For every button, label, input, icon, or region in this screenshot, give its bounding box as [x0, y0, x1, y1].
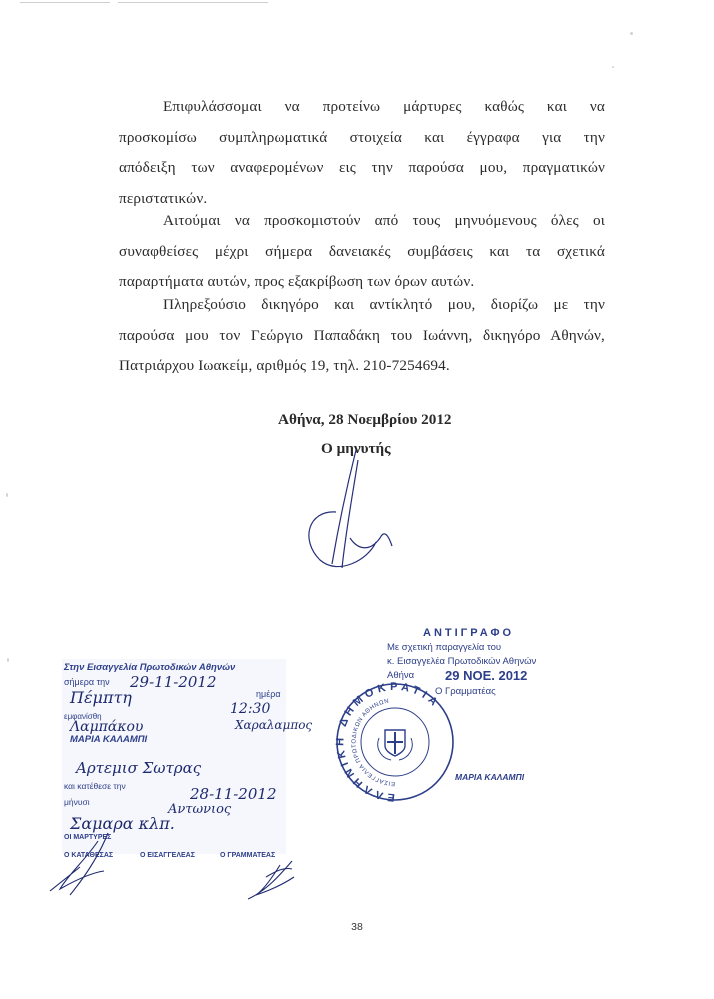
handwritten-name: Αντωνιος	[168, 802, 232, 817]
handwritten-date: 29-11-2012	[130, 673, 217, 691]
paragraph-reservation: Επιφυλάσσομαι να προτείνω μάρτυρες καθώς και να προσκομίσω συμπληρωματικά στοιχεία και έγγραφα για την απόδειξη των αναφερομένων εις την παρούσα μου, πραγματικών περιστατικών.	[119, 98, 605, 207]
scan-speck	[630, 32, 633, 35]
stamp-line: ΟΙ ΜΑΡΤΥΡΕΣ	[64, 834, 112, 841]
copy-stamp	[335, 622, 555, 812]
seal-ring-text: ΕΛΛΗΝΙΚΗ ΔΗΜΟΚΡΑΤΙΑ	[334, 680, 443, 804]
copy-line: Ο Γραμματέας	[435, 686, 496, 697]
stamp-signature	[248, 861, 294, 899]
seal-inner-text: ΕΙΣΑΓΓΕΛΙΑ ΠΡΩΤΟΔΙΚΩΝ ΑΘΗΝΩΝ	[351, 698, 396, 787]
scan-edge-line	[118, 2, 268, 3]
copy-date: 29 ΝΟΕ. 2012	[445, 668, 528, 683]
scan-speck	[6, 493, 8, 497]
copy-name: ΜΑΡΙΑ ΚΑΛΑΜΠΙ	[455, 772, 525, 782]
scan-speck	[612, 66, 614, 68]
stamp-line: μήνυσι	[64, 797, 90, 807]
stamp-line: ημέρα	[256, 689, 281, 699]
handwritten-time: 12:30	[230, 701, 271, 717]
stamp-line: ΜΑΡΙΑ ΚΑΛΑΜΠΙ	[70, 734, 148, 745]
scan-edge-line	[20, 2, 110, 3]
handwritten-name: Σαμαρα κλπ.	[70, 814, 175, 833]
copy-title: ΑΝΤΙΓΡΑΦΟ	[423, 627, 515, 639]
coat-of-arms-icon	[378, 730, 413, 760]
handwritten-day: Πέμπτη	[70, 688, 132, 707]
paragraph-attorney: Πληρεξούσιο δικηγόρο και αντίκλητό μου, διορίζω με την παρούσα μου τον Γεώργιο Παπαδάκη του Ιωάννη, δικηγόρο Αθηνών, Πατριάρχου Ιωακείμ, αριθμός 19, τηλ. 210-7254694.	[119, 296, 605, 374]
stamp-line: Ο ΕΙΣΑΓΓΕΛΕΑΣ	[140, 852, 195, 859]
handwritten-item: Αρτεμισ Σωτρας	[76, 759, 202, 777]
stamp-line: εμφανίσθη	[64, 712, 102, 721]
scan-speck	[7, 658, 9, 662]
handwritten-date: 28-11-2012	[190, 785, 277, 803]
stamp-line: Ο ΓΡΑΜΜΑΤΕΑΣ	[220, 852, 276, 859]
submission-stamp	[30, 655, 313, 900]
stamp-line: Ο ΚΑΤΑΘΕΣΑΣ	[64, 852, 114, 859]
stamp-line: και κατέθεσε την	[64, 781, 126, 791]
copy-line: Αθήνα	[387, 670, 415, 681]
handwritten-name: Χαραλαμπος	[235, 718, 313, 732]
page-number: 38	[351, 921, 363, 933]
place-date: Αθήνα, 28 Νοεμβρίου 2012	[278, 411, 452, 428]
stamp-line: Στην Εισαγγελία Πρωτοδικών Αθηνών	[64, 662, 236, 673]
stamp-line: σήμερα την	[64, 677, 110, 687]
complainant-signature	[298, 442, 418, 582]
copy-line: κ. Εισαγγελέα Πρωτοδικών Αθηνών	[387, 656, 537, 667]
handwritten-name: Λαμπάκου	[70, 719, 144, 735]
copy-line: Με σχετική παραγγελία του	[387, 642, 502, 653]
paragraph-request: Αιτούμαι να προσκομιστούν από τους μηνυόμενους όλες οι συναφθείσες μέχρι σήμερα δανειακές συμβάσεις και τα σχετικά παραρτήματα αυτών, προς εξακρίβωση των όρων αυτών.	[119, 212, 605, 290]
signer-role: Ο μηνυτής	[321, 440, 391, 457]
